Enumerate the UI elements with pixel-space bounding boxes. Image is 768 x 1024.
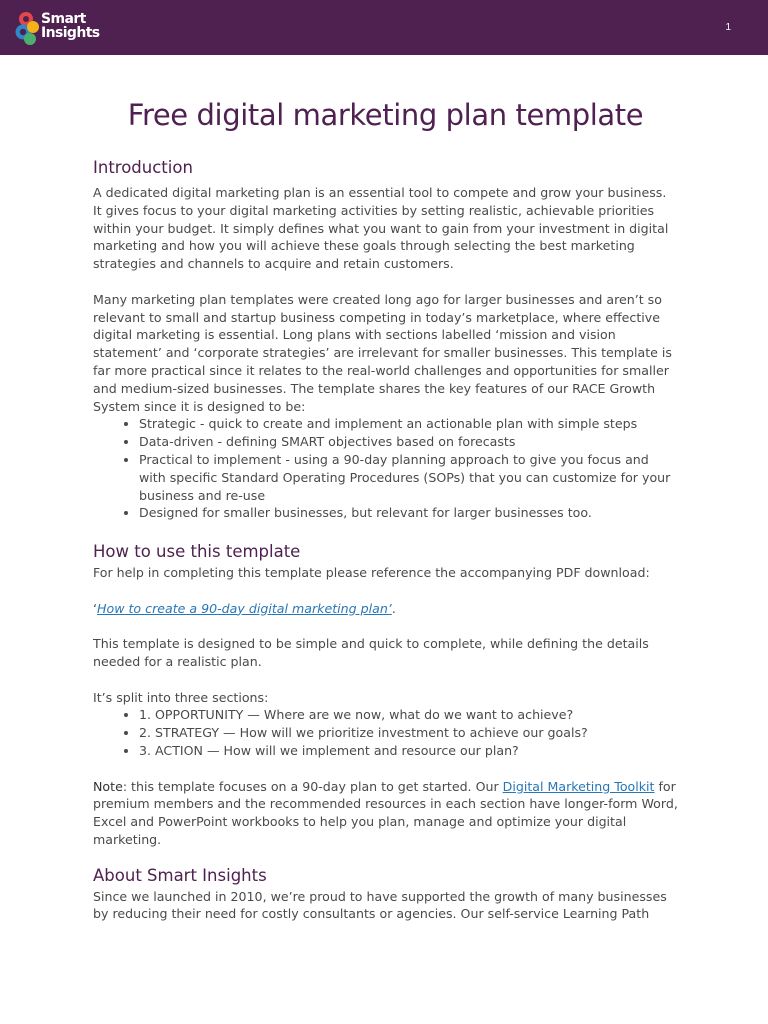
how-to-paragraph-3: It’s split into three sections: xyxy=(93,689,269,705)
page-header xyxy=(0,0,768,55)
spacer xyxy=(93,760,678,778)
list-item: • Data-driven - defining SMART objectives based on forecasts xyxy=(139,433,678,451)
pdf-download-link[interactable]: How to create a 90-day digital marketing plan’ xyxy=(97,600,392,616)
logo-wordmark xyxy=(41,12,100,40)
how-to-paragraph-2: This template is designed to be simple and quick to complete, while defining the details needed for a realistic plan. xyxy=(93,636,649,669)
smart-insights-logo[interactable] xyxy=(15,10,100,46)
about-heading: About Smart Insights xyxy=(93,865,267,885)
sections-list xyxy=(93,706,678,759)
list-item: • 1. OPPORTUNITY — Where are we now, what do we want to achieve? xyxy=(139,706,678,724)
features-list xyxy=(93,415,678,522)
spacer xyxy=(93,671,678,689)
link-open-quote: ‘ xyxy=(93,600,98,616)
document-title: Free digital marketing plan template xyxy=(127,98,644,132)
how-to-paragraph-1: For help in completing this template please reference the accompanying PDF download: xyxy=(93,564,650,580)
note-text-before: : this template focuses on a 90-day plan to get started. Our xyxy=(122,778,503,794)
spacer xyxy=(93,522,678,540)
toolkit-link[interactable]: Digital Marketing Toolkit xyxy=(502,778,655,794)
list-item: • Practical to implement - using a 90-day planning approach to give you focus and with specific Standard Operating Procedures (SOPs) that you can customize for your business and re-use xyxy=(139,451,678,504)
document-body xyxy=(93,94,678,923)
introduction-heading: Introduction xyxy=(93,158,193,177)
logo-bubbles-icon xyxy=(15,10,43,46)
pdf-link-line xyxy=(93,600,678,618)
logo-line-1: Smart xyxy=(41,11,86,27)
spacer xyxy=(93,582,678,600)
spacer xyxy=(93,849,678,864)
how-to-heading: How to use this template xyxy=(93,541,301,561)
list-item: • 3. ACTION — How will we implement and resource our plan? xyxy=(139,742,678,760)
introduction-paragraph-2: Many marketing plan templates were created long ago for larger businesses and aren’t so relevant to small and startup business competing in today’s marketplace, where effective digital marketing is essential. Long plans with sections labelled ‘mission and vision statement’ and ‘corporate strategies’ are irrelevant for smaller businesses. This template is far more practical since it relates to the real-world challenges and opportunities for smaller and medium-sized businesses. The template shares the key features of our RACE Growth System since it is designed to be: xyxy=(93,291,672,414)
note-paragraph xyxy=(93,778,678,849)
list-item: • Designed for smaller businesses, but relevant for larger businesses too. xyxy=(139,504,678,522)
about-paragraph-1: Since we launched in 2010, we’re proud to have supported the growth of many businesses by reducing their need for costly consultants or agencies. Our self-service Learning Path xyxy=(93,888,667,922)
list-item: • Strategic - quick to create and implement an actionable plan with simple steps xyxy=(139,415,678,433)
list-item: • 2. STRATEGY — How will we prioritize investment to achieve our goals? xyxy=(139,724,678,742)
note-text-after: for premium members and the recommended resources in each section have longer-form Word, Excel and PowerPoint workbooks to help you plan, manage and optimize your digital marketing. xyxy=(93,778,678,847)
logo-line-2: Insights xyxy=(41,25,100,41)
spacer xyxy=(93,273,678,291)
note-label: Note xyxy=(93,778,123,794)
introduction-paragraph-1: A dedicated digital marketing plan is an essential tool to compete and grow your business. It gives focus to your digital marketing activities by setting realistic, achievable priorities within your budget. It simply defines what you want to gain from your investment in digital marketing and how you will achieve these goals through selecting the best marketing strategies and channels to acquire and retain customers. xyxy=(93,185,669,272)
spacer xyxy=(93,617,678,635)
link-after: . xyxy=(391,600,396,616)
page-number: 1 xyxy=(725,22,731,33)
